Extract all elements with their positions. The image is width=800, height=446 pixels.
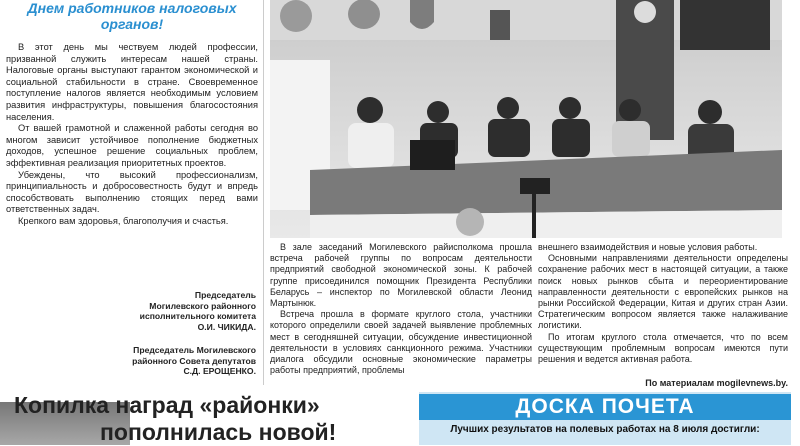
headline-line-1: Копилка наград «районки»: [14, 392, 320, 418]
article-paragraph: Основными направлениями деятельности определены сохранение рабочих мест в настоящей ситуации, а также поиск новых рынков сбыта и переориентирование направленности деятельности с европейских рынков на рынки Российской Федерации, Китая и других стран Азии. Стратегическим вопросом является также налаживание логистики.: [538, 253, 788, 331]
honor-board-title: ДОСКА ПОЧЕТА: [419, 394, 791, 420]
awards-headline: [14, 392, 394, 446]
meeting-photo: [270, 0, 782, 238]
headline-line-2: пополнилась новой!: [100, 419, 337, 445]
signature-chairman-executive-committee: Председатель Могилевского районного исполнительного комитета О.И. ЧИКИДА.: [139, 290, 256, 332]
article-source: По материалам mogilevnews.by.: [645, 378, 788, 388]
greeting-paragraph: Убеждены, что высокий профессионализм, принципиальность и добросовестность будут и впредь способствовать выполнению стоящих перед вами ответственных задач.: [6, 169, 258, 215]
article-paragraph: Встреча прошла в формате круглого стола, участники которого определили своей задачей выявление проблемных мест в сегодняшней ситуации, обсуждение инвестиционной деятельности в условиях санкционного режима. Участники диалога обсудили основные экономические параметры работы предприятий, проблемы: [270, 309, 532, 376]
article-paragraph: По итогам круглого стола отмечается, что по всем существующим проблемным вопросам имеются пути решения и ведется активная работа.: [538, 331, 788, 365]
article-paragraph: внешнего взаимодействия и новые условия работы.: [538, 242, 758, 252]
article-paragraph: В зале заседаний Могилевского райисполкома прошла встреча рабочей группы по вопросам деятельности предприятий свободной экономической зоны. К рабочей группе присоединился помощник Президента Республики Беларусь – инспектор по Могилевской области Леонид Мартынюк.: [270, 242, 532, 309]
meeting-photo-illustration: [270, 0, 782, 238]
greeting-paragraph: В этот день мы чествуем людей профессии, призванной служить интересам нашей страны. Налоговые органы выступают гарантом экономической и социальной стабильности в стране. Своевременное поступление налогов является необходимым условием развития инфраструктуры, повышения благосостояния населения.: [6, 42, 258, 122]
greeting-body: [6, 42, 258, 228]
greeting-paragraph: Крепкого вам здоровья, благополучия и счастья.: [18, 215, 229, 226]
greeting-title: Днем работников налоговых органов!: [27, 0, 237, 32]
honor-board-subtitle: Лучших результатов на полевых работах на 8 июля достигли:: [450, 424, 760, 435]
greeting-paragraph: От вашей грамотной и слаженной работы сегодня во многом зависит устойчивое пополнение бюджетных доходов, успешное решение социальных проблем, эффективная реализация приоритетных проектов.: [6, 123, 258, 168]
honor-board: [419, 392, 791, 445]
article-column-right: [538, 242, 788, 365]
signature-chairman-council: Председатель Могилевского районного Совета депутатов С.Д. ЕРОЩЕНКО.: [132, 345, 256, 377]
greeting-column: [0, 0, 262, 385]
article-column-left: [270, 242, 532, 376]
column-divider: [263, 0, 264, 385]
